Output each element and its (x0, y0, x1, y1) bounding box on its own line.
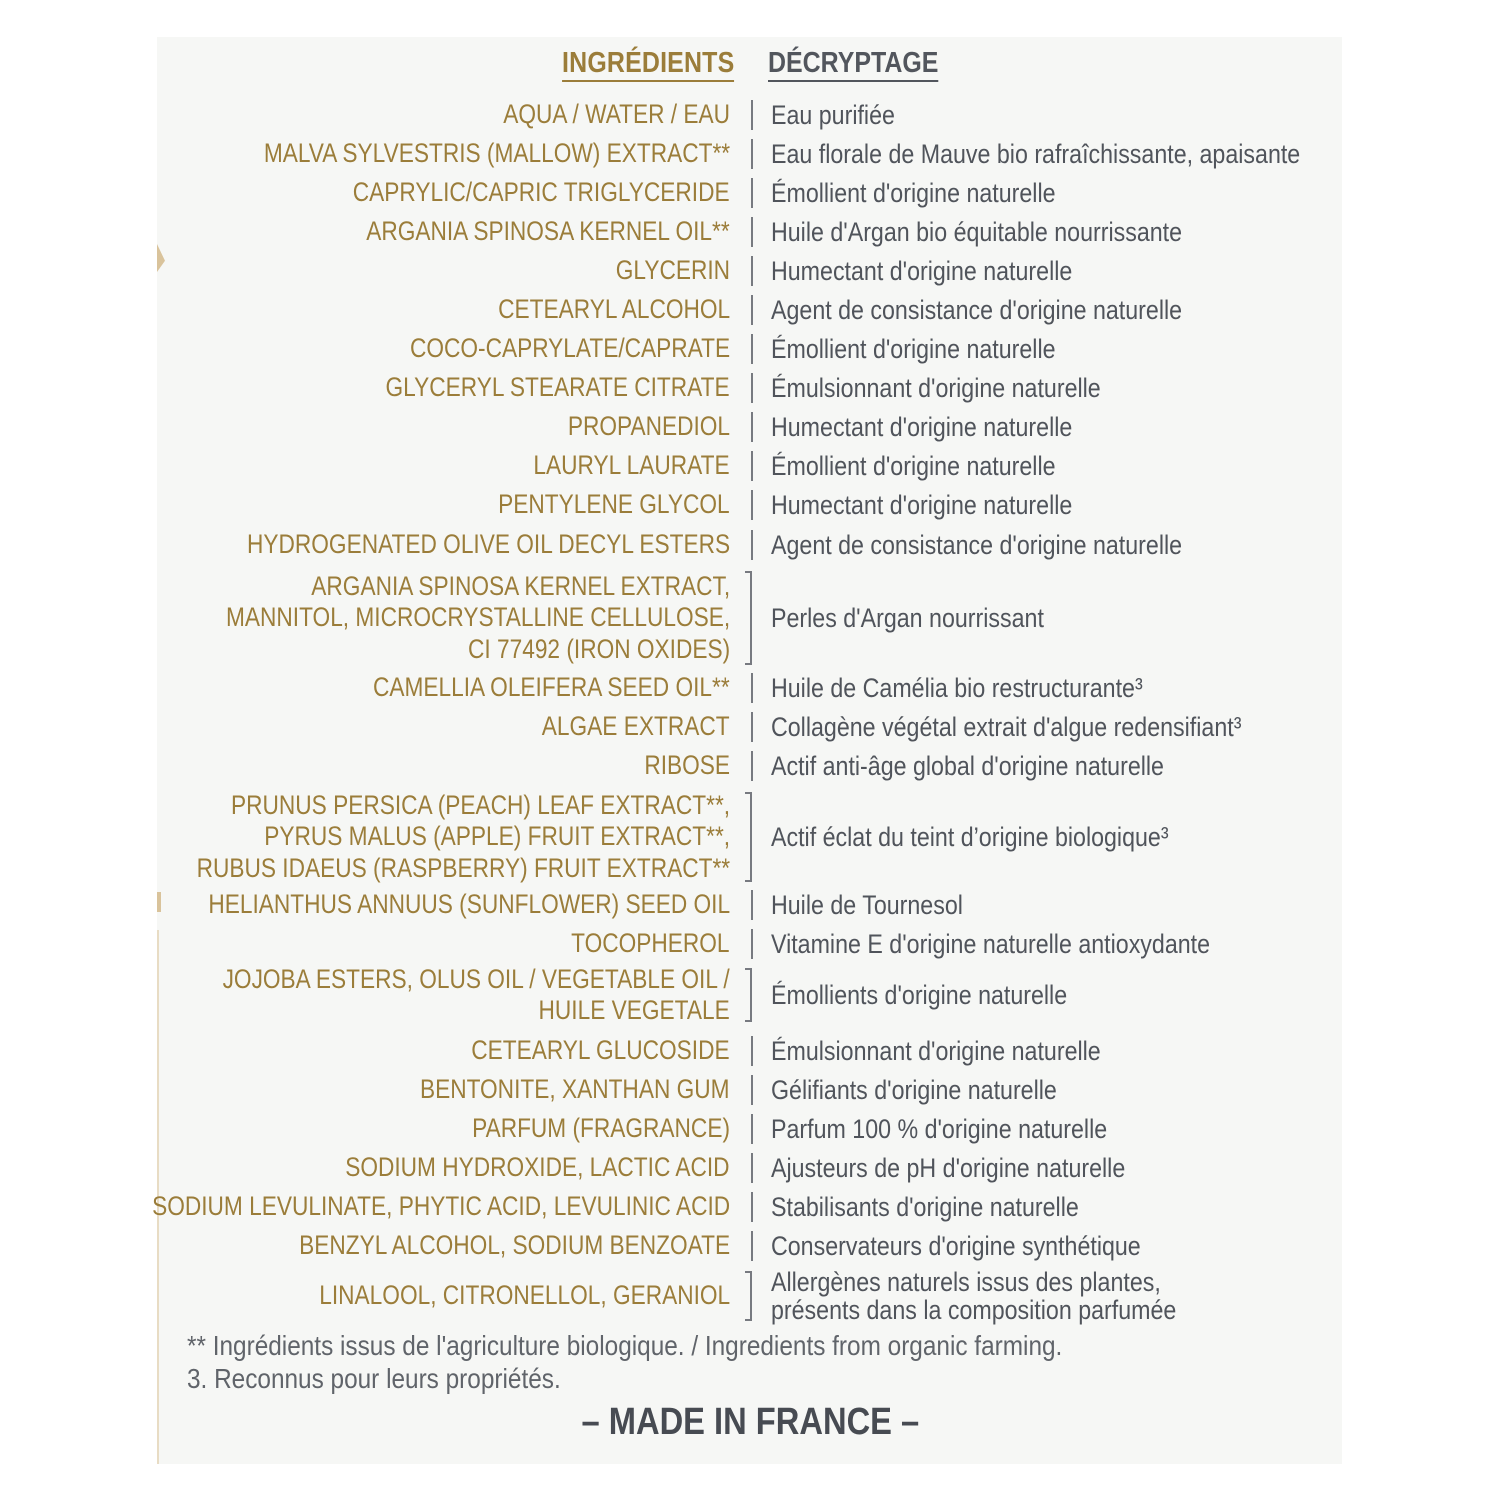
ingredient-name (299, 1230, 730, 1262)
column-divider (751, 217, 753, 247)
ingredient-row (0, 1150, 1500, 1186)
made-in-france (0, 1400, 1500, 1444)
column-divider (751, 412, 753, 442)
description-line: Eau purifiée (771, 100, 895, 130)
ingredient-name (472, 1035, 730, 1067)
ingredient-line: RUBUS IDAEUS (RASPBERRY) FRUIT EXTRACT** (196, 852, 730, 883)
ingredient-row (0, 568, 1500, 668)
ingredient-line: BENTONITE, XANTHAN GUM (420, 1074, 730, 1105)
footnote-organic: ** Ingrédients issus de l'agriculture biologique. / Ingredients from organic farming. (187, 1330, 1063, 1361)
ingredient-line: HUILE VEGETALE (538, 995, 730, 1025)
ingredient-name (208, 889, 730, 921)
ingredient-line: PRUNUS PERSICA (PEACH) LEAF EXTRACT**, (230, 789, 730, 820)
ingredient-line: LINALOOL, CITRONELLOL, GERANIOL (319, 1280, 730, 1311)
ingredient-line: CETEARYL ALCOHOL (498, 294, 730, 325)
ingredient-description (771, 101, 895, 129)
ingredient-name (410, 333, 730, 365)
description-line: Ajusteurs de pH d'origine naturelle (771, 1153, 1126, 1183)
ingredient-row (0, 136, 1500, 172)
column-divider (751, 1075, 753, 1105)
ingredient-description (771, 413, 1072, 441)
ingredient-line: COCO-CAPRYLATE/CAPRATE (409, 333, 730, 364)
ingredient-description (771, 891, 963, 919)
ingredient-row (0, 292, 1500, 328)
ingredient-name (568, 411, 730, 443)
ingredient-description (771, 140, 1300, 168)
column-divider (751, 712, 753, 742)
ingredient-line: CI 77492 (IRON OXIDES) (467, 633, 730, 664)
footnote-properties: 3. Reconnus pour leurs propriétés. (187, 1363, 561, 1394)
header-decryptage: DÉCRYPTAGE (768, 46, 938, 82)
ingredient-row (0, 175, 1500, 211)
description-line: Stabilisants d'origine naturelle (771, 1192, 1079, 1222)
column-headers (0, 46, 1500, 86)
ingredient-row (0, 1033, 1500, 1069)
description-line: Humectant d'origine naturelle (771, 412, 1073, 442)
description-line: Actif éclat du teint d’origine biologique³ (771, 822, 1169, 852)
column-divider (751, 1036, 753, 1066)
ingredient-row (0, 1268, 1500, 1324)
ingredient-line: PARFUM (FRAGRANCE) (472, 1113, 730, 1144)
description-line: Gélifiants d'origine naturelle (771, 1075, 1057, 1105)
ingredient-row (0, 1111, 1500, 1147)
description-line: Émulsionnant d'origine naturelle (771, 1036, 1101, 1066)
ingredient-description (771, 179, 1056, 207)
column-divider (751, 451, 753, 481)
description-line: Allergènes naturels issus des plantes, (771, 1267, 1161, 1297)
description-line: Parfum 100 % d'origine naturelle (771, 1114, 1108, 1144)
description-line: Agent de consistance d'origine naturelle (771, 530, 1183, 560)
description-line: Conservateurs d'origine synthétique (771, 1231, 1141, 1261)
ingredient-line: CAPRYLIC/CAPRIC TRIGLYCERIDE (353, 177, 730, 208)
ingredient-line: BENZYL ALCOHOL, SODIUM BENZOATE (298, 1230, 730, 1261)
ingredient-line: AQUA / WATER / EAU (503, 99, 730, 130)
ingredient-line: SODIUM HYDROXIDE, LACTIC ACID (345, 1152, 730, 1183)
ingredient-name (353, 177, 730, 209)
ingredient-description (771, 752, 1164, 780)
description-line: Perles d'Argan nourrissant (771, 603, 1044, 633)
ingredient-row (0, 789, 1500, 885)
column-divider (751, 890, 753, 920)
description-line: Émollients d'origine naturelle (771, 980, 1068, 1010)
ingredient-line: PYRUS MALUS (APPLE) FRUIT EXTRACT**, (264, 821, 730, 852)
column-divider (751, 530, 753, 560)
ingredient-description (771, 218, 1182, 246)
made-in-france-text: – MADE IN FRANCE – (581, 1401, 919, 1443)
column-divider (751, 256, 753, 286)
ingredient-description (771, 930, 1210, 958)
description-line: Eau florale de Mauve bio rafraîchissante, apaisante (771, 139, 1301, 169)
ingredient-row (0, 965, 1500, 1025)
ingredient-name (616, 255, 730, 287)
ingredient-name (386, 372, 730, 404)
ingredient-name (152, 1191, 730, 1223)
group-bracket (745, 1271, 752, 1321)
ingredient-description (771, 713, 1241, 741)
description-line: Vitamine E d'origine naturelle antioxydante (771, 929, 1211, 959)
ingredient-row (0, 748, 1500, 784)
description-line: Huile d'Argan bio équitable nourrissante (771, 217, 1183, 247)
ingredient-row (0, 253, 1500, 289)
ingredient-line: LAURYL LAURATE (533, 450, 730, 481)
ingredient-name (499, 489, 730, 521)
description-line: Humectant d'origine naturelle (771, 490, 1073, 520)
ingredient-name (264, 138, 730, 170)
ingredient-row (0, 487, 1500, 523)
ingredient-line: CAMELLIA OLEIFERA SEED OIL** (373, 672, 730, 703)
description-line: Huile de Tournesol (771, 890, 963, 920)
ingredient-row (0, 670, 1500, 706)
ingredient-name (498, 294, 730, 326)
ingredient-description (771, 1232, 1141, 1260)
ingredient-row (0, 448, 1500, 484)
column-divider (751, 673, 753, 703)
ingredient-description (771, 335, 1056, 363)
ingredient-row (0, 97, 1500, 133)
ingredient-line: CETEARYL GLUCOSIDE (471, 1035, 730, 1066)
ingredient-description (771, 452, 1056, 480)
ingredient-line: ALGAE EXTRACT (542, 711, 730, 742)
ingredient-name (542, 711, 730, 743)
ingredient-row (0, 331, 1500, 367)
ingredient-line: ARGANIA SPINOSA KERNEL EXTRACT, (311, 570, 730, 601)
ingredient-line: PROPANEDIOL (567, 411, 730, 442)
group-bracket (745, 968, 752, 1022)
group-bracket (745, 571, 752, 665)
ingredient-name (197, 790, 730, 885)
ingredient-name (534, 450, 730, 482)
ingredient-row (0, 1072, 1500, 1108)
ingredient-name (644, 750, 730, 782)
ingredient-line: GLYCERIN (615, 255, 730, 286)
description-line: Actif anti-âge global d'origine naturelle (771, 751, 1164, 781)
ingredient-description (771, 296, 1182, 324)
ingredient-description (771, 257, 1072, 285)
ingredient-line: ARGANIA SPINOSA KERNEL OIL** (366, 216, 730, 247)
group-bracket (745, 792, 752, 882)
ingredient-name (346, 1152, 730, 1184)
ingredient-name (572, 928, 730, 960)
description-line: Émollient d'origine naturelle (771, 334, 1056, 364)
ingredient-row (0, 887, 1500, 923)
description-line: Agent de consistance d'origine naturelle (771, 295, 1183, 325)
ingredient-name (226, 571, 730, 666)
ingredient-description (771, 1037, 1101, 1065)
ingredient-line: PENTYLENE GLYCOL (498, 489, 730, 520)
column-divider (751, 178, 753, 208)
ingredient-row (0, 527, 1500, 563)
description-line: Émulsionnant d'origine naturelle (771, 373, 1101, 403)
ingredient-description (771, 1076, 1057, 1104)
column-divider (751, 373, 753, 403)
column-divider (751, 1192, 753, 1222)
column-divider (751, 1231, 753, 1261)
column-divider (751, 334, 753, 364)
ingredient-line: RIBOSE (644, 750, 730, 781)
description-line: Émollient d'origine naturelle (771, 178, 1056, 208)
header-ingredients: INGRÉDIENTS (562, 46, 734, 82)
ingredient-line: JOJOBA ESTERS, OLUS OIL / VEGETABLE OIL / (222, 963, 730, 994)
ingredient-name (367, 216, 730, 248)
ingredient-row (0, 1189, 1500, 1225)
ingredient-description (771, 1154, 1125, 1182)
ingredient-description (771, 604, 1044, 632)
description-line: Humectant d'origine naturelle (771, 256, 1073, 286)
ingredient-line: SODIUM LEVULINATE, PHYTIC ACID, LEVULINIC ACID (151, 1191, 730, 1222)
column-divider (751, 929, 753, 959)
ingredient-line: GLYCERYL STEARATE CITRATE (385, 372, 730, 403)
ingredient-name (420, 1074, 730, 1106)
column-divider (751, 490, 753, 520)
column-divider (751, 1153, 753, 1183)
ingredient-description (771, 1193, 1079, 1221)
description-line: Émollient d'origine naturelle (771, 451, 1056, 481)
column-divider (751, 295, 753, 325)
ingredient-row (0, 214, 1500, 250)
ingredient-line: MANNITOL, MICROCRYSTALLINE CELLULOSE, (225, 602, 730, 633)
ingredient-line: TOCOPHEROL (571, 928, 730, 959)
ingredient-description (771, 491, 1072, 519)
description-line: présents dans la composition parfumée (771, 1295, 1177, 1325)
ingredient-description (771, 531, 1182, 559)
description-line: Collagène végétal extrait d'algue redensifiant³ (771, 712, 1242, 742)
ingredient-row (0, 370, 1500, 406)
column-divider (751, 100, 753, 130)
ingredient-description (771, 374, 1101, 402)
ingredient-row (0, 1228, 1500, 1264)
ingredient-description (771, 1268, 1176, 1324)
ingredient-row (0, 926, 1500, 962)
column-divider (751, 751, 753, 781)
ingredient-name (247, 529, 730, 561)
ingredient-name (373, 672, 730, 704)
ingredient-line: HELIANTHUS ANNUUS (SUNFLOWER) SEED OIL (208, 889, 730, 920)
ingredient-line: HYDROGENATED OLIVE OIL DECYL ESTERS (246, 529, 730, 560)
ingredient-description (771, 981, 1067, 1009)
ingredient-line: MALVA SYLVESTRIS (MALLOW) EXTRACT** (263, 138, 730, 169)
description-line: Huile de Camélia bio restructurante³ (771, 673, 1143, 703)
ingredient-name (503, 99, 730, 131)
ingredient-description (771, 674, 1143, 702)
column-divider (751, 139, 753, 169)
ingredient-name (472, 1113, 730, 1145)
ingredient-description (771, 823, 1169, 851)
ingredient-name (223, 964, 730, 1027)
ingredient-description (771, 1115, 1107, 1143)
ingredient-row (0, 409, 1500, 445)
ingredient-name (319, 1280, 730, 1312)
column-divider (751, 1114, 753, 1144)
ingredient-row (0, 709, 1500, 745)
